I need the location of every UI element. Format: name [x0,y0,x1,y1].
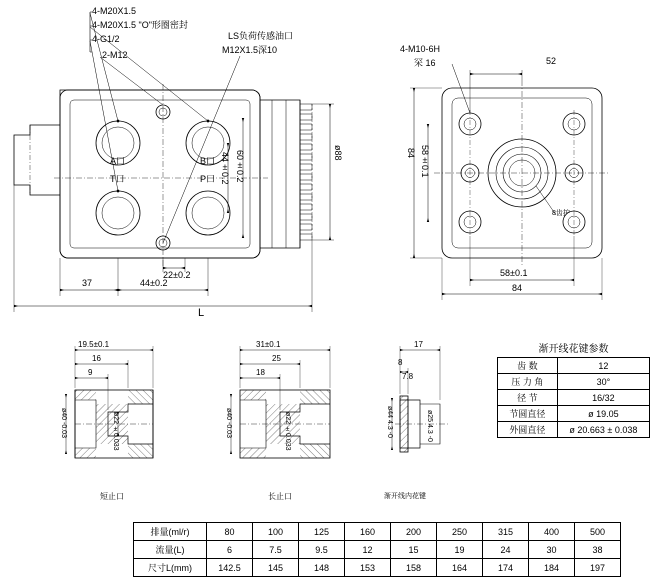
cell-disp-1: 100 [253,523,299,541]
spline-table [497,357,650,438]
dim-d40: ø40 -0.03 [60,408,67,438]
dim-d22-long: ø22 ±0.033 [284,412,291,451]
cell-len-4: 158 [391,559,437,577]
cell-len-3: 153 [345,559,391,577]
dim-7-8: 7.8 [402,372,414,381]
dim-25: 25 [272,354,281,363]
cell-flow-4: 15 [391,541,437,559]
dim-58-bottom: 58±0.1 [500,268,528,278]
port-label-t: T口 [110,174,125,184]
table-row [134,523,621,541]
spline-row-0-label: 齿 数 [498,358,558,374]
note-4-m20x1-5: 4-M20X1.5 [92,6,137,16]
dim-52: 52 [546,56,557,66]
cell-disp-0: 80 [207,523,253,541]
cell-len-2: 148 [299,559,345,577]
cell-disp-2: 125 [299,523,345,541]
cell-flow-8: 38 [575,541,621,559]
top-left-view [14,84,312,266]
spline-row-1-value: 30° [557,374,649,390]
cell-len-6: 174 [483,559,529,577]
dim-d22: ø22 ±0.033 [112,412,119,451]
note-2-m12: 2-M12 [102,50,128,60]
cell-disp-6: 315 [483,523,529,541]
table-row [498,390,650,406]
dim-17: 17 [414,340,423,349]
cell-flow-0: 6 [207,541,253,559]
note-8-spline: 8齿护 [552,210,570,217]
row-label-length: 尺寸L(mm) [134,559,207,577]
dim-d40-long: ø40 -0.03 [225,408,232,438]
cell-flow-1: 7.5 [253,541,299,559]
dim-18: 18 [256,368,265,377]
bottom-table-wrapper [133,522,621,577]
dim-84-bottom: 84 [512,283,523,293]
cell-disp-7: 400 [529,523,575,541]
dim-19-5: 19.5±0.1 [78,340,110,349]
table-row [498,422,650,438]
dim-9: 9 [88,368,93,377]
cell-disp-3: 160 [345,523,391,541]
note-ls-sensor-line1: LS负荷传感油口 [228,31,294,41]
section-view-spline [395,396,448,452]
dim-31: 31±0.1 [256,340,281,349]
spline-row-2-label: 径 节 [498,390,558,406]
dim-16: 16 [92,354,101,363]
dim-44-vertical: 44±0.2 [220,152,230,185]
table-row [498,358,650,374]
cell-disp-8: 500 [575,523,621,541]
port-label-b: B口 [200,156,216,166]
dim-60: 60±0.2 [235,150,245,183]
note-bracket-left [78,4,198,64]
table-row [134,541,621,559]
cell-flow-5: 19 [437,541,483,559]
dim-22: 22±0.2 [163,270,191,280]
cell-flow-7: 30 [529,541,575,559]
spline-table-wrapper [497,340,650,438]
row-label-flow: 流量(L) [134,541,207,559]
port-label-a: A口 [110,156,126,166]
note-ls-sensor-line2: M12X1.5深10 [222,45,278,55]
cell-len-5: 164 [437,559,483,577]
caption-spline: 渐开线内花键 [384,493,426,500]
table-row [498,406,650,422]
spline-row-3-label: 节圆直径 [498,406,558,422]
spline-table-title: 渐开线花键参数 [538,344,609,355]
spline-row-0-value: 12 [557,358,649,374]
table-row [498,374,650,390]
note-4-g1-2: 4-G1/2 [92,34,120,44]
cell-len-0: 142.5 [207,559,253,577]
caption-short: 短止口 [100,492,124,501]
cell-len-1: 145 [253,559,299,577]
dim-d44: ø44 4.3 -0 [386,406,393,438]
cell-flow-3: 12 [345,541,391,559]
cell-len-8: 197 [575,559,621,577]
cell-flow-2: 9.5 [299,541,345,559]
row-label-displacement: 排量(ml/r) [134,523,207,541]
dim-8: 8 [398,358,403,367]
note-4-m20x1-5-oring: 4-M20X1.5 "O"形圈密封 [92,20,188,30]
displacement-table [133,522,621,577]
dim-d25: ø25 4.3 -0 [426,410,433,442]
top-right-view [434,80,610,266]
dim-58-left: 58±0.1 [420,145,430,178]
dim-84-left: 84 [406,148,416,159]
table-row [134,559,621,577]
spline-row-3-value: ø 19.05 [557,406,649,422]
cell-disp-4: 200 [391,523,437,541]
spline-row-4-value: ø 20.663 ± 0.038 [557,422,649,438]
port-label-p: P口 [200,174,216,184]
cell-len-7: 184 [529,559,575,577]
spline-row-4-label: 外圆直径 [498,422,558,438]
dim-d88: ø88 [333,145,343,161]
note-4-m10-6h: 4-M10-6H [400,44,441,54]
spline-row-1-label: 压 力 角 [498,374,558,390]
dim-L: L [198,307,205,319]
caption-long: 长止口 [268,492,292,501]
spline-row-2-value: 16/32 [557,390,649,406]
dim-37: 37 [82,278,93,288]
cell-flow-6: 24 [483,541,529,559]
cell-disp-5: 250 [437,523,483,541]
note-depth-16: 罙 16 [414,58,436,68]
dim-44-horizontal: 44±0.2 [140,278,168,288]
